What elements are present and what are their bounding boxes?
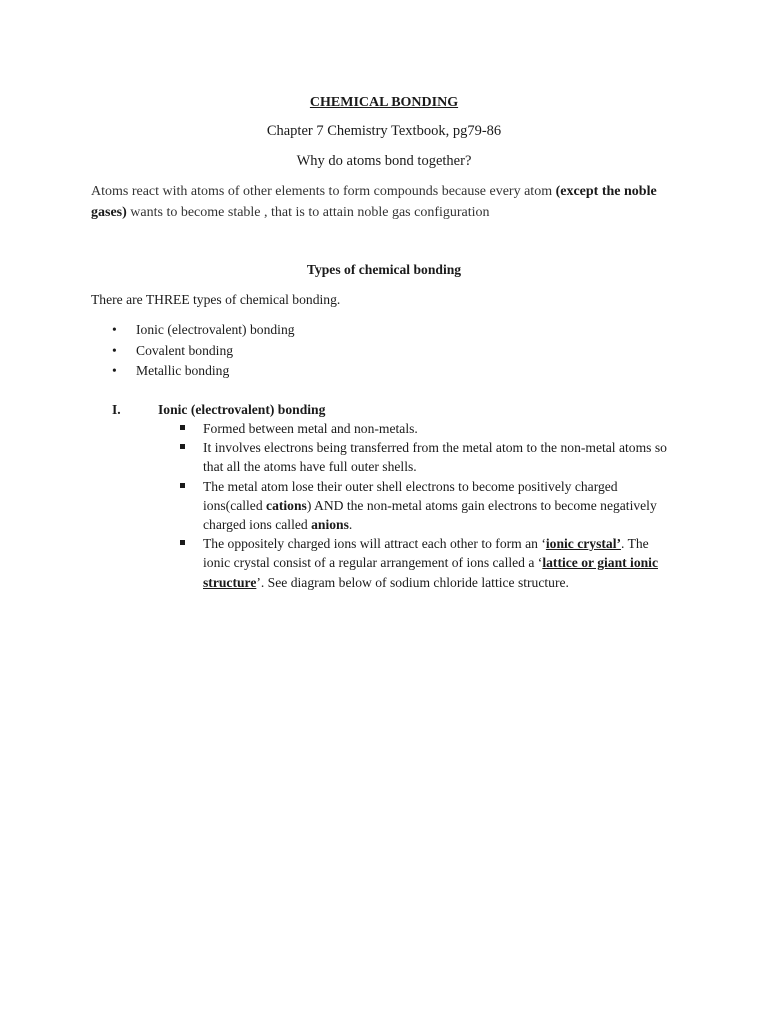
bonding-types-list <box>112 320 295 382</box>
list-item <box>179 534 679 592</box>
square-bullet-icon <box>180 444 185 449</box>
section-1-heading: Ionic (electrovalent) bonding <box>158 402 326 417</box>
bullet-icon: • <box>112 363 117 378</box>
list-item-label: Metallic bonding <box>136 363 230 378</box>
list-item <box>112 341 295 362</box>
lead-sentence: There are THREE types of chemical bonding. <box>91 292 341 307</box>
list-item <box>112 361 295 382</box>
point-text: ’. See diagram below of sodium chloride lattice structure. <box>256 574 569 590</box>
intro-text-1: Atoms react with atoms of other elements to form compounds because every atom <box>91 184 556 199</box>
list-item <box>179 419 679 438</box>
section-numeral: I. <box>112 402 121 417</box>
point-text: Formed between metal and non-metals. <box>203 421 418 436</box>
cations-term: cations <box>266 497 307 513</box>
anions-term: anions <box>311 517 349 533</box>
intro-paragraph <box>91 181 681 223</box>
square-bullet-icon <box>180 483 185 488</box>
list-item <box>112 320 295 341</box>
point-text: The oppositely charged ions will attract each other to form an ‘ <box>203 536 546 552</box>
point-text: The metal atom lose their outer shell electrons to become positively charged ions(called <box>203 478 618 513</box>
document-subtitle: Chapter 7 Chemistry Textbook, pg79-86 <box>266 123 502 139</box>
square-bullet-icon <box>180 425 185 430</box>
intro-text-2: wants to become stable , that is to attain noble gas configuration <box>126 205 490 220</box>
square-bullet-icon <box>180 540 185 545</box>
list-item-label: Ionic (electrovalent) bonding <box>136 322 295 337</box>
document-title: CHEMICAL BONDING <box>309 95 459 110</box>
lattice-term: lattice or giant ionic structure <box>203 555 658 590</box>
intro-bold: (except the noble gases) <box>91 184 657 220</box>
point-text: ) AND the non-metal atoms gain electrons to become negatively charged ions called <box>203 497 657 533</box>
list-item <box>179 477 679 535</box>
ionic-points-list <box>179 419 679 592</box>
point-text: . <box>348 517 353 533</box>
list-item-label: Covalent bonding <box>136 342 234 358</box>
point-text: It involves electrons being transferred from the metal atom to the non-metal atoms so that all the atoms have full outer shells. <box>203 440 667 475</box>
section-heading: Types of chemical bonding <box>306 262 462 277</box>
question-heading: Why do atoms bond together? <box>296 153 472 169</box>
bullet-icon: • <box>112 342 117 358</box>
list-item <box>179 438 679 476</box>
bullet-icon: • <box>112 322 117 337</box>
ionic-crystal-term: ionic crystal’ <box>545 536 622 552</box>
point-text: . The ionic crystal consist of a regular arrangement of ions called a ‘ <box>203 536 649 571</box>
